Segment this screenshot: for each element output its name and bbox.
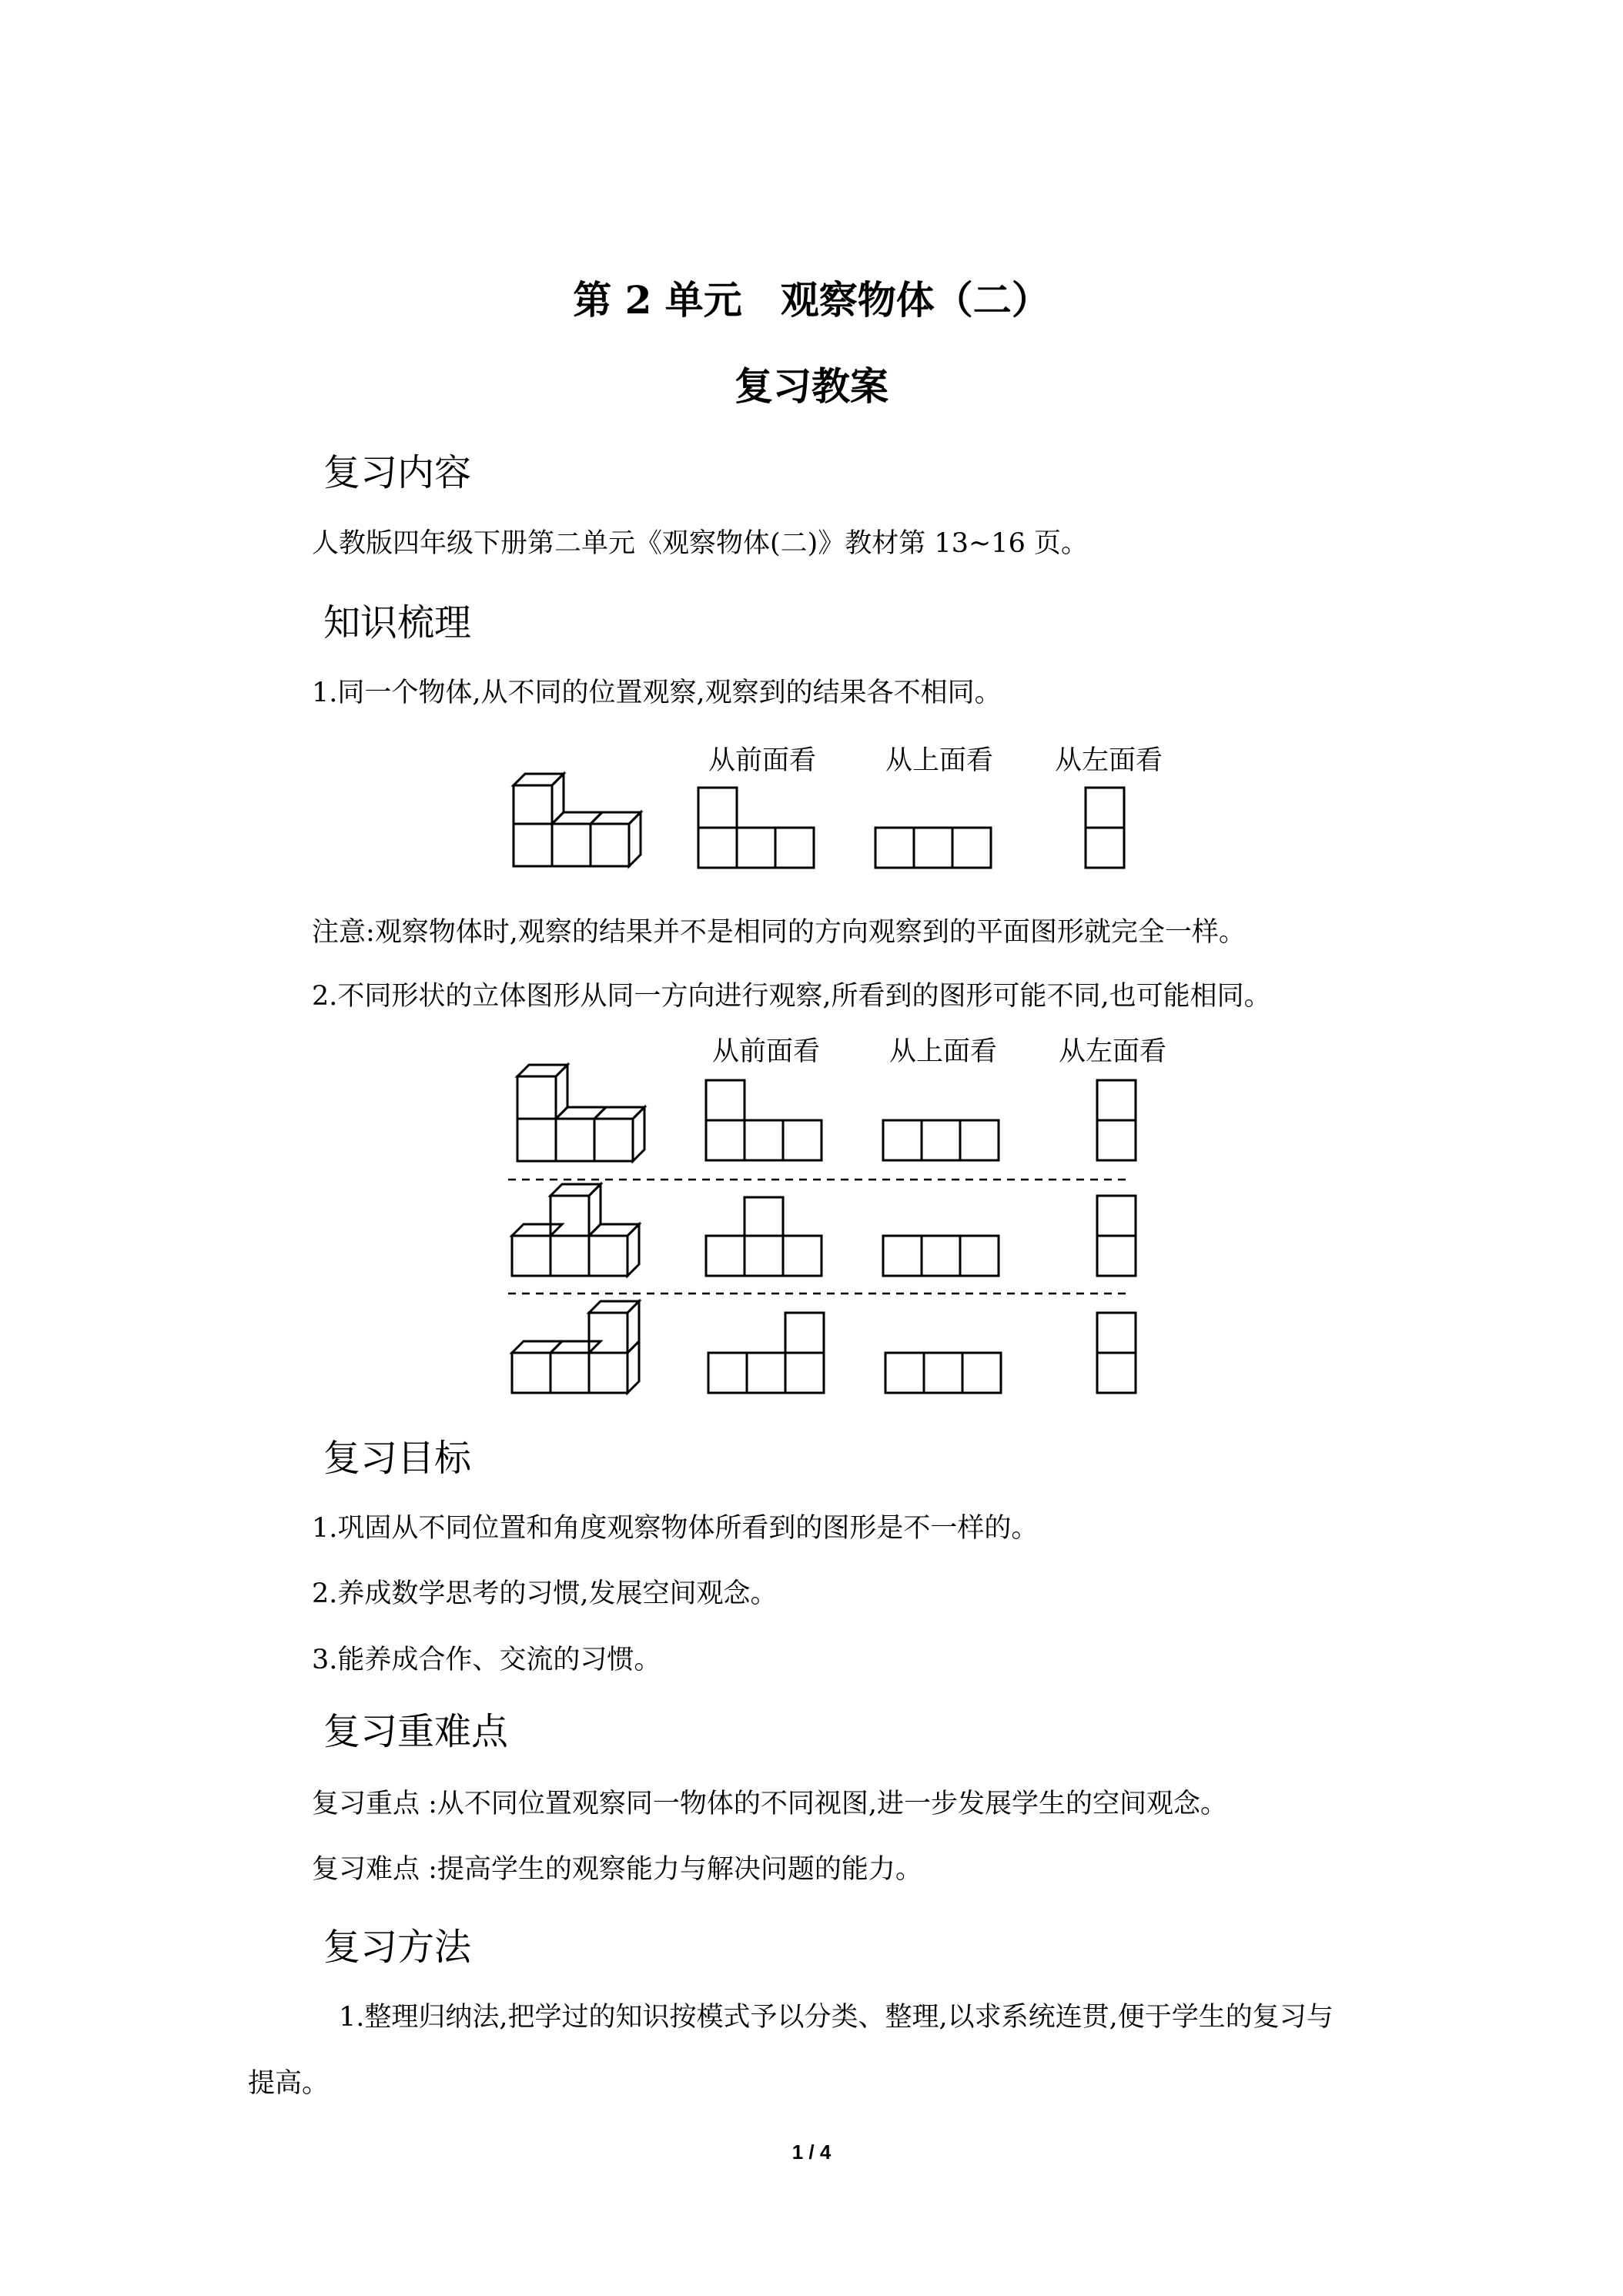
top-view-2c: [885, 1353, 1001, 1393]
cube-object-2b: [512, 1184, 639, 1276]
doc-title: 第 2 单元 观察物体（二）: [573, 277, 1050, 323]
cube-object-1: [514, 774, 641, 866]
method-line-2: 提高。: [248, 2068, 330, 2099]
section-heading-method: 复习方法: [323, 1926, 472, 1969]
cube-object-2c: [512, 1301, 639, 1393]
page-number: 1 / 4: [791, 2140, 832, 2164]
label-top-view-1: 从上面看: [885, 745, 994, 776]
key-focus: 复习重点 :从不同位置观察同一物体的不同视图,进一步发展学生的空间观念。: [312, 1789, 1228, 1819]
label-front-view-1: 从前面看: [708, 745, 817, 776]
left-view-2b: [1097, 1196, 1136, 1276]
left-view-2c: [1097, 1313, 1136, 1393]
goal-item-2: 2.养成数学思考的习惯,发展空间观念。: [312, 1578, 778, 1609]
left-view-1: [1086, 788, 1124, 868]
knowledge-point-1: 1.同一个物体,从不同的位置观察,观察到的结果各不相同。: [312, 678, 1002, 708]
section-heading-knowledge: 知识梳理: [323, 601, 472, 644]
section-heading-goals: 复习目标: [323, 1437, 472, 1480]
top-view-2a: [883, 1120, 999, 1160]
label-left-view-2: 从左面看: [1059, 1036, 1167, 1067]
label-top-view-2: 从上面看: [889, 1036, 998, 1067]
front-view-2b: [706, 1197, 822, 1276]
goal-item-1: 1.巩固从不同位置和角度观察物体所看到的图形是不一样的。: [312, 1513, 1039, 1544]
doc-subtitle: 复习教案: [735, 363, 888, 409]
content-text: 人教版四年级下册第二单元《观察物体(二)》教材第 13~16 页。: [312, 528, 1088, 559]
top-view-2b: [883, 1236, 999, 1276]
section-heading-key: 复习重难点: [323, 1710, 509, 1753]
front-view-2c: [708, 1313, 824, 1393]
cube-object-2a: [517, 1065, 644, 1161]
front-view-1: [698, 788, 814, 868]
left-view-2a: [1097, 1080, 1136, 1160]
front-view-2a: [706, 1080, 822, 1160]
key-difficulty: 复习难点 :提高学生的观察能力与解决问题的能力。: [312, 1854, 922, 1885]
knowledge-note: 注意:观察物体时,观察的结果并不是相同的方向观察到的平面图形就完全一样。: [312, 917, 1246, 948]
section-heading-content: 复习内容: [323, 451, 472, 494]
label-front-view-2: 从前面看: [712, 1036, 821, 1067]
method-line-1: 1.整理归纳法,把学过的知识按模式予以分类、整理,以求系统连贯,便于学生的复习与: [339, 2002, 1334, 2033]
knowledge-point-2: 2.不同形状的立体图形从同一方向进行观察,所看到的图形可能不同,也可能相同。: [312, 981, 1271, 1012]
goal-item-3: 3.能养成合作、交流的习惯。: [312, 1645, 661, 1675]
top-view-1: [875, 828, 991, 868]
label-left-view-1: 从左面看: [1055, 745, 1163, 776]
